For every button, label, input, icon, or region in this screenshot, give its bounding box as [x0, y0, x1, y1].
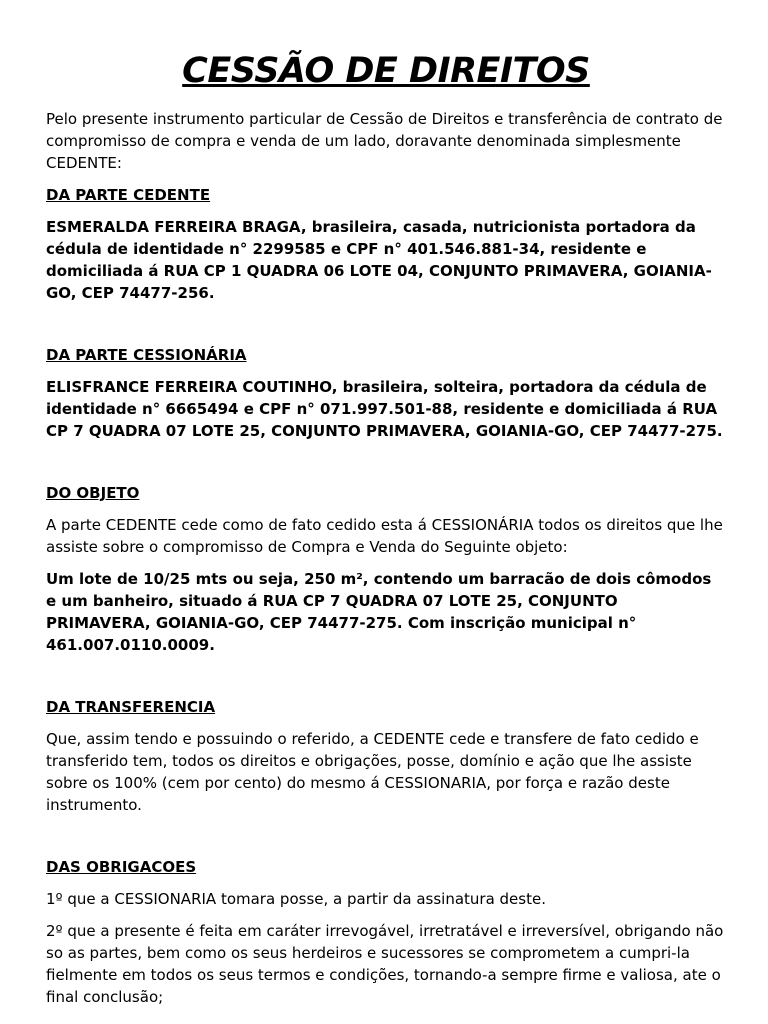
- intro-paragraph: Pelo presente instrumento particular de Cessão de Direitos e transferência de contrato de compromisso de compra e venda de um lado, doravante denominada simplesmente CEDENTE:: [46, 110, 723, 172]
- obrigacoes-item-2: 2º que a presente é feita em caráter irrevogável, irretratável e irreversível, obrigando não so as partes, bem como os seus herdeiros e sucessores se comprometem a cumpri-la fielmente em todos os seus termos e condições, tornando-a sempre firme e valiosa, ate o final conclusão;: [46, 922, 724, 1006]
- cedente-heading: DA PARTE CEDENTE: [46, 186, 211, 204]
- document-page: [46, 48, 726, 1018]
- cedente-text: ESMERALDA FERREIRA BRAGA, brasileira, casada, nutricionista portadora da cédula de identidade n° 2299585 e CPF n° 401.546.881-34, residente e domiciliada á RUA CP 1 QUADRA 06 LOTE 04, CONJUNTO PRIMAVERA, GOIANIA-GO, CEP 74477-256.: [46, 218, 712, 302]
- spacer: [46, 826, 726, 856]
- cessionaria-heading: DA PARTE CESSIONÁRIA: [46, 346, 247, 364]
- transferencia-heading: DA TRANSFERENCIA: [46, 698, 216, 716]
- cessionaria-text: ELISFRANCE FERREIRA COUTINHO, brasileira, solteira, portadora da cédula de identidade n° 6665494 e CPF n° 071.997.501-88, residente e domiciliada á RUA CP 7 QUADRA 07 LOTE 25, CONJUNTO PRIMAVERA, GOIANIA-GO, CEP 74477-275.: [46, 378, 723, 440]
- spacer: [46, 452, 726, 482]
- objeto-heading: DO OBJETO: [46, 484, 140, 502]
- obrigacoes-item-1: 1º que a CESSIONARIA tomara posse, a partir da assinatura deste.: [46, 890, 546, 908]
- objeto-detail: Um lote de 10/25 mts ou seja, 250 m², contendo um barracão de dois cômodos e um banheiro, situado á RUA CP 7 QUADRA 07 LOTE 25, CONJUNTO PRIMAVERA, GOIANIA-GO, CEP 74477-275. Com inscrição municipal n° 461.007.0110.0009.: [46, 570, 712, 654]
- spacer: [46, 314, 726, 344]
- document-title: CESSÃO DE DIREITOS: [182, 51, 590, 91]
- objeto-text: A parte CEDENTE cede como de fato cedido esta á CESSIONÁRIA todos os direitos que lhe assiste sobre o compromisso de Compra e Venda do Seguinte objeto:: [46, 516, 723, 556]
- obrigacoes-heading: DAS OBRIGACOES: [46, 858, 197, 876]
- spacer: [46, 666, 726, 696]
- transferencia-text: Que, assim tendo e possuindo o referido, a CEDENTE cede e transfere de fato cedido e transferido tem, todos os direitos e obrigações, posse, domínio e ação que lhe assiste sobre os 100% (cem por cento) do mesmo á CESSIONARIA, por força e razão deste instrumento.: [46, 730, 699, 814]
